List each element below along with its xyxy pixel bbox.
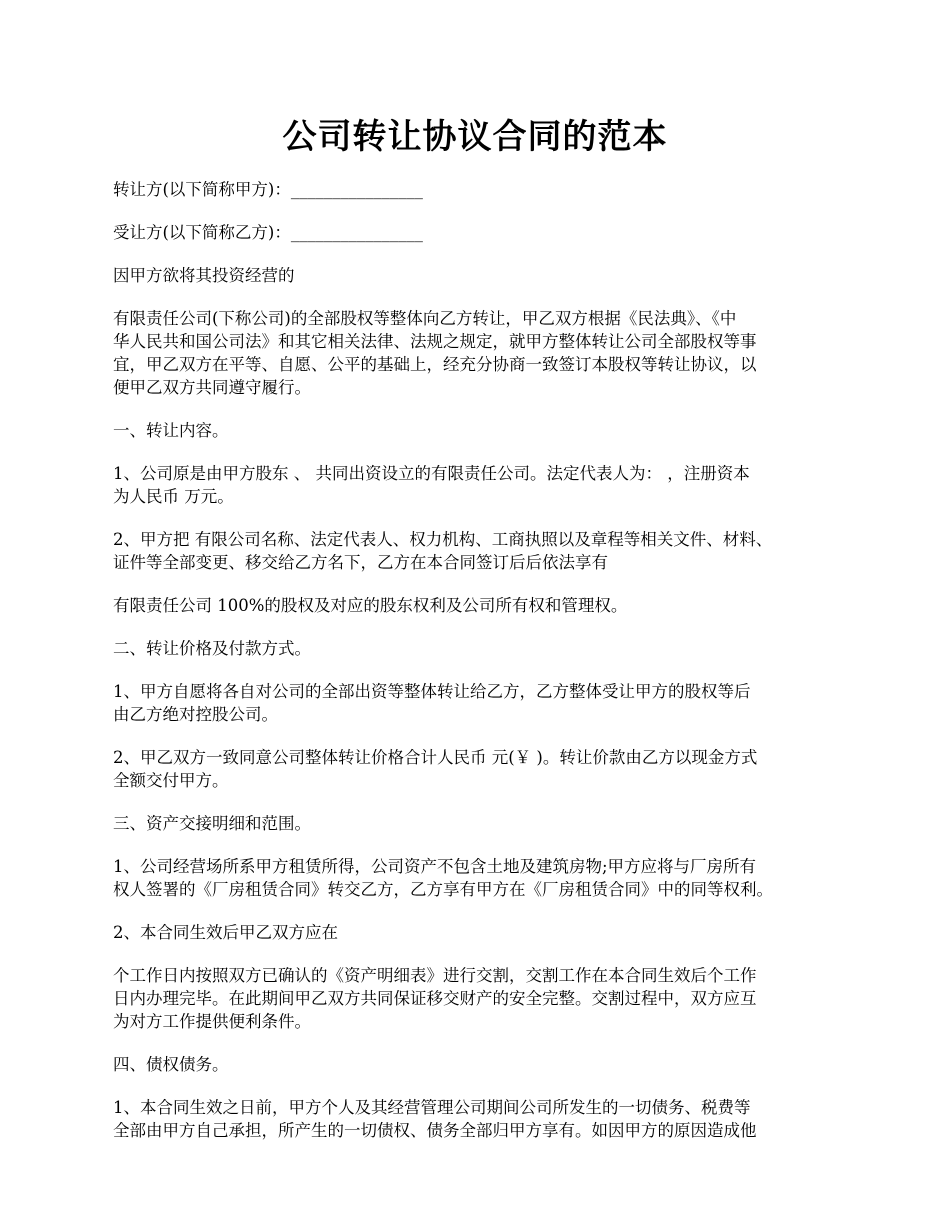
text-line: 因甲方欲将其投资经营的 <box>113 266 295 285</box>
clause-3-2 <box>113 921 843 944</box>
text-line: 有限责任公司(下称公司)的全部股权等整体向乙方转让，甲乙双方根据《民法典》、《中 <box>113 309 737 328</box>
section-heading-1 <box>113 419 843 442</box>
text-line: 个工作日内按照双方已确认的《资产明细表》进行交割，交割工作在本合同生效后个工作 <box>113 966 757 985</box>
text-line: 1、公司经营场所系甲方租赁所得，公司资产不包含土地及建筑房物;甲方应将与厂房所有 <box>113 857 757 876</box>
document-title: 公司转让协议合同的范本 <box>282 117 668 157</box>
section-heading-2 <box>113 637 843 660</box>
clause-4-1 <box>113 1096 843 1142</box>
text-line: 转让方(以下简称甲方)：________________ <box>113 180 423 199</box>
text-line: 2、本合同生效后甲乙双方应在 <box>113 923 338 942</box>
paragraph-transferee <box>113 221 843 244</box>
text-line: 2、甲乙双方一致同意公司整体转让价格合计人民币 元(￥ )。转让价款由乙方以现金方式 <box>113 748 758 767</box>
text-line: 四、债权债务。 <box>113 1055 229 1074</box>
text-line: 由乙方绝对控股公司。 <box>113 705 278 724</box>
section-heading-3 <box>113 812 843 835</box>
document-body <box>113 178 843 1162</box>
text-line: 三、资产交接明细和范围。 <box>113 814 311 833</box>
text-line: 二、转让价格及付款方式。 <box>113 639 311 658</box>
clause-3-2-continued <box>113 964 843 1033</box>
text-line: 有限责任公司 100%的股权及对应的股东权利及公司所有权和管理权。 <box>113 596 628 615</box>
text-line: 便甲乙双方共同遵守履行。 <box>113 378 311 397</box>
text-line: 2、甲方把 有限公司名称、法定代表人、权力机构、工商执照以及章程等相关文件、材料、 <box>113 530 773 549</box>
clause-1-2 <box>113 528 843 574</box>
text-line: 全部由甲方自己承担，所产生的一切债权、债务全部归甲方享有。如因甲方的原因造成他 <box>113 1121 757 1140</box>
text-line: 1、甲方自愿将各自对公司的全部出资等整体转让给乙方，乙方整体受让甲方的股权等后 <box>113 682 751 701</box>
text-line: 权人签署的《厂房租赁合同》转交乙方，乙方享有甲方在《厂房租赁合同》中的同等权利。 <box>113 880 773 899</box>
text-line: 1、公司原是由甲方股东 、 共同出资设立的有限责任公司。法定代表人为： ，注册资本 <box>113 464 750 483</box>
text-line: 为对方工作提供便利条件。 <box>113 1012 311 1031</box>
text-line: 为人民币 万元。 <box>113 487 234 506</box>
text-line: 宜，甲乙双方在平等、自愿、公平的基础上，经充分协商一致签订本股权等转让协议，以 <box>113 355 757 374</box>
text-line: 全额交付甲方。 <box>113 771 229 790</box>
text-line: 日内办理完毕。在此期间甲乙双方共同保证移交财产的安全完整。交割过程中，双方应互 <box>113 989 757 1008</box>
text-line: 一、转让内容。 <box>113 421 229 440</box>
text-line: 1、本合同生效之日前，甲方个人及其经营管理公司期间公司所发生的一切债务、税费等 <box>113 1098 751 1117</box>
paragraph-preamble <box>113 307 843 399</box>
text-line: 受让方(以下简称乙方)：________________ <box>113 223 423 242</box>
clause-2-2 <box>113 746 843 792</box>
clause-2-1 <box>113 680 843 726</box>
paragraph-transferor <box>113 178 843 201</box>
text-line: 华人民共和国公司法》和其它相关法律、法规之规定，就甲方整体转让公司全部股权等事 <box>113 332 757 351</box>
clause-3-1 <box>113 855 843 901</box>
clause-1-1 <box>113 462 843 508</box>
section-heading-4 <box>113 1053 843 1076</box>
paragraph-intent <box>113 264 843 287</box>
clause-1-2-continued <box>113 594 843 617</box>
text-line: 证件等全部变更、移交给乙方名下，乙方在本合同签订后后依法享有 <box>113 553 608 572</box>
